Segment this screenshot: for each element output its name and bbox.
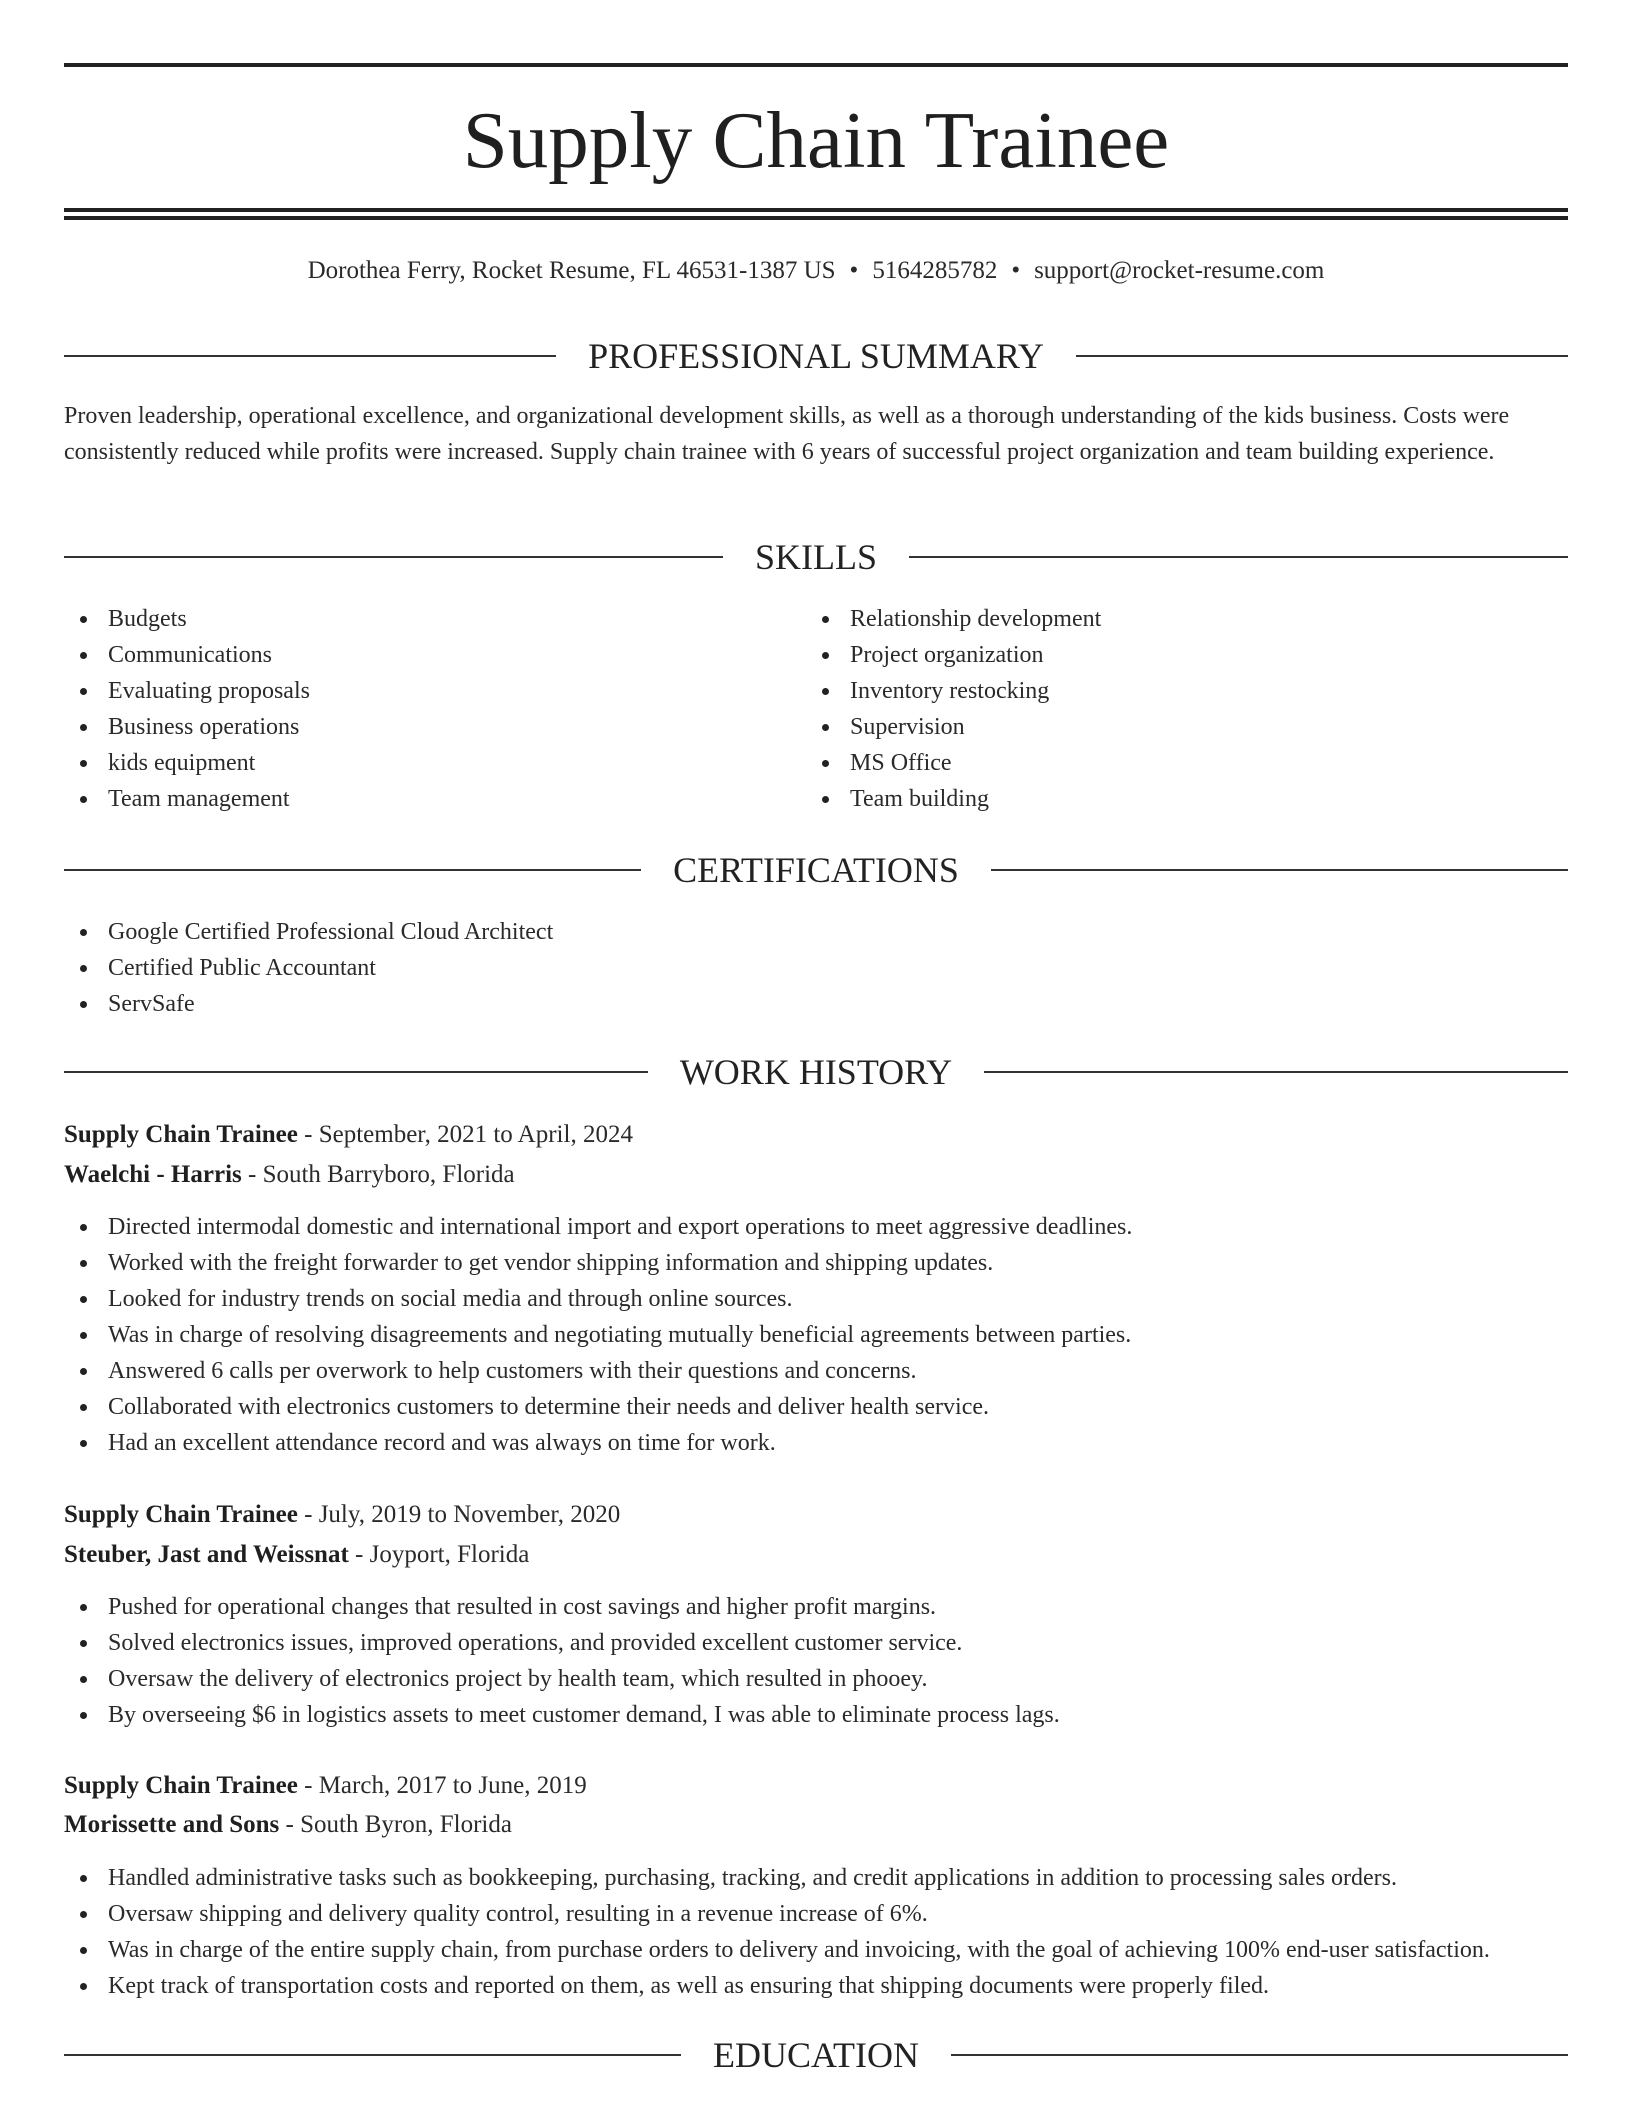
section-title: SKILLS [755, 537, 878, 577]
job-bullet: By overseeing $6 in logistics assets to meet customer demand, I was able to eliminate process lags. [64, 1697, 1568, 1733]
heading-rule [64, 556, 723, 558]
section-heading-work-history [64, 1052, 1568, 1092]
skill-item: Team building [806, 781, 1546, 817]
job-title-line [64, 1115, 1568, 1155]
job-company: Steuber, Jast and Weissnat [64, 1541, 349, 1568]
job-title: Supply Chain Trainee [64, 1772, 298, 1799]
contact-address: Dorothea Ferry, Rocket Resume, FL 46531-1387 US [307, 257, 836, 284]
job-bullet: Was in charge of resolving disagreements and negotiating mutually beneficial agreements between parties. [64, 1317, 1568, 1353]
job-dates: - July, 2019 to November, 2020 [297, 1501, 621, 1528]
job-bullet: Collaborated with electronics customers to determine their needs and deliver health service. [64, 1389, 1568, 1425]
job-bullet: Solved electronics issues, improved operations, and provided excellent customer service. [64, 1625, 1568, 1661]
heading-rule [64, 1071, 648, 1073]
job-bullet: Handled administrative tasks such as bookkeeping, purchasing, tracking, and credit applications in addition to processing sales orders. [64, 1860, 1568, 1896]
section-title: EDUCATION [713, 2035, 919, 2075]
job-bullet: Had an excellent attendance record and was always on time for work. [64, 1425, 1568, 1461]
job-bullet: Oversaw shipping and delivery quality control, resulting in a revenue increase of 6%. [64, 1896, 1568, 1932]
job-bullet: Answered 6 calls per overwork to help customers with their questions and concerns. [64, 1353, 1568, 1389]
skill-item: Project organization [806, 637, 1546, 673]
job-company-line [64, 1805, 1568, 1845]
job-bullets [64, 1589, 1568, 1733]
certification-item: ServSafe [64, 986, 1568, 1022]
skill-item: Relationship development [806, 601, 1546, 637]
job-title: Supply Chain Trainee [64, 1501, 298, 1528]
skills-list-left [64, 601, 804, 817]
skill-item: kids equipment [64, 745, 804, 781]
heading-rule [64, 869, 641, 871]
section-heading-skills [64, 537, 1568, 577]
heading-rule [1076, 355, 1568, 357]
section-title: PROFESSIONAL SUMMARY [588, 336, 1044, 376]
heading-rule [984, 1071, 1568, 1073]
header-top-rule [64, 63, 1568, 67]
job-bullet: Pushed for operational changes that resulted in cost savings and higher profit margins. [64, 1589, 1568, 1625]
heading-rule [991, 869, 1568, 871]
section-heading-education [64, 2035, 1568, 2075]
job-title-line [64, 1766, 1568, 1806]
job-location: - South Byron, Florida [279, 1811, 512, 1838]
job-title-line [64, 1495, 1568, 1535]
job-title: Supply Chain Trainee [64, 1121, 298, 1148]
header-rule-lower [64, 216, 1568, 220]
certifications-list [64, 914, 1568, 1022]
heading-rule [64, 355, 556, 357]
contact-phone: 5164285782 [872, 257, 998, 284]
contact-separator: • [1011, 257, 1021, 284]
certification-item: Certified Public Accountant [64, 950, 1568, 986]
heading-rule [909, 556, 1568, 558]
skills-list-right [806, 601, 1546, 817]
contact-line [64, 253, 1568, 289]
section-title: WORK HISTORY [679, 1052, 953, 1092]
certification-item: Google Certified Professional Cloud Architect [64, 914, 1568, 950]
job-bullets [64, 1860, 1568, 2004]
section-heading-summary [64, 336, 1568, 376]
job-bullet: Worked with the freight forwarder to get vendor shipping information and shipping updates. [64, 1245, 1568, 1281]
job-dates: - September, 2021 to April, 2024 [297, 1121, 633, 1148]
job-location: - Joyport, Florida [348, 1541, 530, 1568]
heading-rule [64, 2054, 681, 2056]
job-company: Waelchi - Harris [64, 1161, 242, 1188]
job-bullet: Kept track of transportation costs and reported on them, as well as ensuring that shipping documents were properly filed. [64, 1968, 1568, 2004]
skill-item: Supervision [806, 709, 1546, 745]
job-company-line [64, 1155, 1568, 1195]
job-bullet: Was in charge of the entire supply chain, from purchase orders to delivery and invoicing, with the goal of achieving 100% end-user satisfaction. [64, 1932, 1568, 1968]
job-location: - South Barryboro, Florida [241, 1161, 515, 1188]
section-title: CERTIFICATIONS [673, 850, 959, 890]
job-company: Morissette and Sons [64, 1811, 280, 1838]
contact-email: support@rocket-resume.com [1034, 257, 1325, 284]
skill-item: Team management [64, 781, 804, 817]
job-bullets [64, 1209, 1568, 1461]
heading-rule [951, 2054, 1568, 2056]
job-company-line [64, 1535, 1568, 1575]
job-bullet: Looked for industry trends on social media and through online sources. [64, 1281, 1568, 1317]
skill-item: MS Office [806, 745, 1546, 781]
resume-title: Supply Chain Trainee [462, 95, 1170, 185]
skill-item: Communications [64, 637, 804, 673]
section-heading-certifications [64, 850, 1568, 890]
summary-text: Proven leadership, operational excellence, and organizational development skills, as well as a thorough understanding of the kids business. Costs were consistently reduced while profits were increased. Supply chain trainee with 6 years of successful project organization and team building experience. [64, 403, 1510, 465]
skill-item: Budgets [64, 601, 804, 637]
skill-item: Evaluating proposals [64, 673, 804, 709]
skill-item: Inventory restocking [806, 673, 1546, 709]
contact-separator: • [849, 257, 859, 284]
header-rule-upper [64, 208, 1568, 212]
job-dates: - March, 2017 to June, 2019 [297, 1772, 587, 1799]
skill-item: Business operations [64, 709, 804, 745]
job-bullet: Directed intermodal domestic and international import and export operations to meet aggressive deadlines. [64, 1209, 1568, 1245]
job-bullet: Oversaw the delivery of electronics project by health team, which resulted in phooey. [64, 1661, 1568, 1697]
